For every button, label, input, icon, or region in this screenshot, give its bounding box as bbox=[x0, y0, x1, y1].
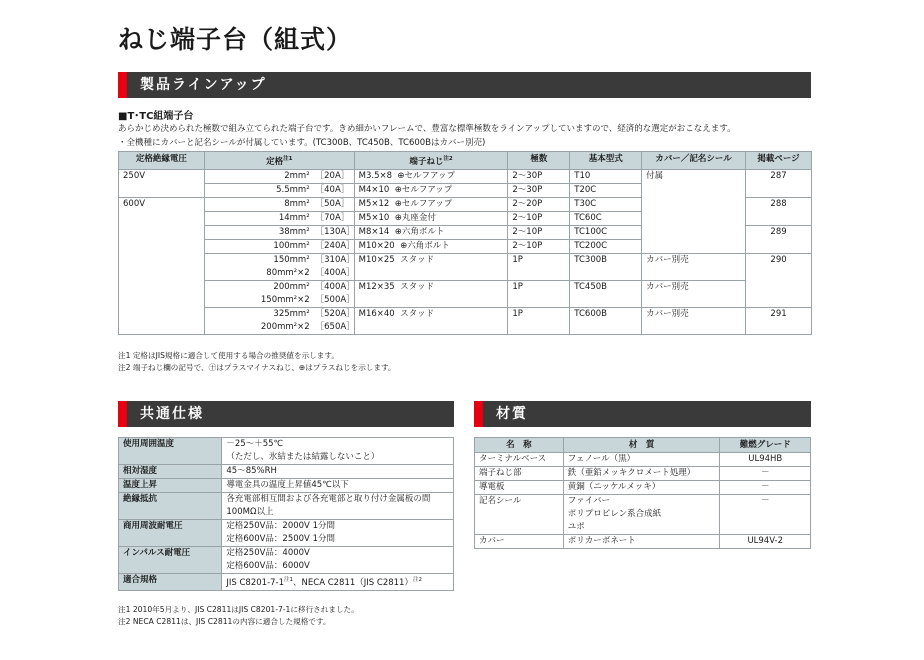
material-table bbox=[474, 437, 811, 549]
section-bar-material bbox=[474, 401, 811, 427]
page-cell: 287 bbox=[746, 169, 812, 197]
model-cell: TC450B bbox=[570, 280, 642, 307]
table-row bbox=[119, 479, 454, 493]
table-row bbox=[475, 453, 811, 467]
table-row bbox=[119, 547, 454, 574]
page-cell: 291 bbox=[746, 307, 812, 334]
material-name: ターミナルベース bbox=[475, 453, 564, 467]
rating-cell: 14mm² ［70A］ bbox=[204, 211, 354, 225]
poles-cell: 2～10P bbox=[508, 239, 570, 253]
page-cell: 289 bbox=[746, 225, 812, 253]
cover-cell bbox=[642, 211, 746, 225]
rating-cell: 8mm² ［50A］ bbox=[204, 197, 354, 211]
col-poles: 極数 bbox=[508, 152, 570, 170]
section-bar-lineup bbox=[118, 72, 811, 98]
spec-label: 適合規格 bbox=[119, 574, 222, 591]
page-cell: 288 bbox=[746, 197, 812, 225]
poles-cell: 2～10P bbox=[508, 225, 570, 239]
col-cover: カバー／記名シール bbox=[642, 152, 746, 170]
poles-cell: 2～10P bbox=[508, 211, 570, 225]
screw-cell: M4×10 ⊕セルフアップ bbox=[354, 183, 508, 197]
table-row bbox=[119, 211, 812, 225]
rating-cell: 200mm² ［400A］ 150mm²×2 ［500A］ bbox=[204, 280, 354, 307]
rating-cell: 100mm² ［240A］ bbox=[204, 239, 354, 253]
material-name: 端子ねじ部 bbox=[475, 467, 564, 481]
col-page: 掲載ページ bbox=[746, 152, 812, 170]
spec-label: 使用周囲温度 bbox=[119, 438, 222, 465]
screw-cell: M5×12 ⊕セルフアップ bbox=[354, 197, 508, 211]
spec-value: 定格250V品：2000V 1分間 定格600V品：2500V 1分間 bbox=[222, 520, 454, 547]
page-cell: 290 bbox=[746, 253, 812, 307]
table-row bbox=[119, 225, 812, 239]
section-title-material: 材質 bbox=[496, 406, 528, 422]
rating-cell: 150mm² ［310A］ 80mm²×2 ［400A］ bbox=[204, 253, 354, 280]
spec-label: 絶縁抵抗 bbox=[119, 493, 222, 520]
material-value: ファイバー ポリプロピレン系合成紙 ユポ bbox=[563, 495, 720, 535]
col-model: 基本型式 bbox=[570, 152, 642, 170]
lineup-desc-1: あらかじめ決められた極数で組み立てられた端子台です。きめ細かいフレームで、豊富な標準極数をラインアップしていますので、経済的な選定がおこなえます。 bbox=[118, 124, 736, 134]
col-screw: 端子ねじ$^{注2}$ bbox=[354, 152, 508, 170]
lineup-table bbox=[118, 151, 812, 335]
material-value: 黄銅（ニッケルメッキ） bbox=[563, 481, 720, 495]
screw-cell: M12×35 スタッド bbox=[354, 280, 508, 307]
table-row bbox=[475, 467, 811, 481]
rating-cell: 38mm² ［130A］ bbox=[204, 225, 354, 239]
spec-value: －25～＋55℃ （ただし、氷結または結露しないこと） bbox=[222, 438, 454, 465]
voltage-cell: 250V bbox=[119, 169, 205, 183]
section-accent bbox=[118, 72, 127, 98]
screw-cell: M5×10 ⊕丸座金付 bbox=[354, 211, 508, 225]
cover-cell: 付属 bbox=[642, 169, 746, 183]
spec-label: 相対湿度 bbox=[119, 465, 222, 479]
rating-cell: 2mm² ［20A］ bbox=[204, 169, 354, 183]
spec-table bbox=[118, 437, 454, 591]
screw-cell: M16×40 スタッド bbox=[354, 307, 508, 334]
table-row bbox=[119, 307, 812, 334]
spec-note-1: 注1 2010年5月より、JIS C2811はJIS C8201-7-1に移行されました。 bbox=[118, 605, 359, 614]
poles-cell: 1P bbox=[508, 253, 570, 280]
cover-cell bbox=[642, 197, 746, 211]
lineup-note-1: 注1 定格はJIS規格に適合して使用する場合の推奨値を示します。 bbox=[118, 351, 339, 360]
col-voltage: 定格絶縁電圧 bbox=[119, 152, 205, 170]
lineup-header-row bbox=[119, 152, 812, 170]
page-title: ねじ端子台（組式） bbox=[118, 25, 353, 54]
lineup-desc-2: ・全機種にカバーと記名シールが付属しています。(TC300B、TC450B、TC600Bはカバー別売) bbox=[118, 138, 486, 148]
col-name: 名 称 bbox=[475, 438, 564, 453]
table-row bbox=[119, 280, 812, 307]
spec-label: インパルス耐電圧 bbox=[119, 547, 222, 574]
material-value: 鉄（亜鉛メッキクロメート処理） bbox=[563, 467, 720, 481]
table-row bbox=[475, 481, 811, 495]
poles-cell: 1P bbox=[508, 280, 570, 307]
model-cell: TC300B bbox=[570, 253, 642, 280]
spec-value: 導電金具の温度上昇値45℃以下 bbox=[222, 479, 454, 493]
material-grade: UL94HB bbox=[720, 453, 811, 467]
table-row bbox=[475, 535, 811, 549]
rating-cell: 325mm² ［520A］ 200mm²×2 ［650A］ bbox=[204, 307, 354, 334]
material-grade: UL94V-2 bbox=[720, 535, 811, 549]
model-cell: T10 bbox=[570, 169, 642, 183]
screw-cell: M10×25 スタッド bbox=[354, 253, 508, 280]
poles-cell: 2～30P bbox=[508, 169, 570, 183]
model-cell: TC200C bbox=[570, 239, 642, 253]
spec-value: JIS C8201-7-1$^{注1}$、NECA C2811（JIS C2811）$^{注2}$ bbox=[222, 574, 454, 591]
model-cell: TC60C bbox=[570, 211, 642, 225]
screw-cell: M10×20 ⊕六角ボルト bbox=[354, 239, 508, 253]
material-grade: － bbox=[720, 467, 811, 481]
material-grade: － bbox=[720, 495, 811, 535]
table-row bbox=[119, 574, 454, 591]
cover-cell bbox=[642, 225, 746, 239]
cover-cell: カバー別売 bbox=[642, 280, 746, 307]
cover-cell bbox=[642, 239, 746, 253]
rating-note-mark: 注1 bbox=[283, 156, 293, 162]
section-accent bbox=[474, 401, 483, 427]
rating-cell: 5.5mm² ［40A］ bbox=[204, 183, 354, 197]
voltage-cell: 600V bbox=[119, 197, 205, 334]
screw-cell: M3.5×8 ⊕セルフアップ bbox=[354, 169, 508, 183]
table-row bbox=[119, 183, 812, 197]
table-row bbox=[119, 253, 812, 280]
col-material: 材 質 bbox=[563, 438, 720, 453]
section-title-spec: 共通仕様 bbox=[140, 406, 204, 422]
model-cell: TC600B bbox=[570, 307, 642, 334]
poles-cell: 2～30P bbox=[508, 183, 570, 197]
poles-cell: 2～20P bbox=[508, 197, 570, 211]
cover-cell bbox=[642, 183, 746, 197]
model-cell: T30C bbox=[570, 197, 642, 211]
col-grade: 難燃グレード bbox=[720, 438, 811, 453]
material-grade: － bbox=[720, 481, 811, 495]
table-row bbox=[475, 495, 811, 535]
spec-label: 温度上昇 bbox=[119, 479, 222, 493]
spec-note-2: 注2 NECA C2811は、JIS C2811の内容に適合した規格です。 bbox=[118, 617, 331, 626]
voltage-cell bbox=[119, 183, 205, 197]
model-cell: T20C bbox=[570, 183, 642, 197]
spec-value: 各充電部相互間および各充電部と取り付け金属板の間 100MΩ以上 bbox=[222, 493, 454, 520]
lineup-subhead: ■T･TC組端子台 bbox=[118, 111, 194, 122]
screw-note-mark: 注2 bbox=[443, 156, 453, 162]
section-accent bbox=[118, 401, 127, 427]
table-row bbox=[119, 493, 454, 520]
material-value: フェノール（黒） bbox=[563, 453, 720, 467]
table-row bbox=[119, 465, 454, 479]
material-name: カバー bbox=[475, 535, 564, 549]
section-title-lineup: 製品ラインアップ bbox=[140, 77, 267, 93]
cover-cell: カバー別売 bbox=[642, 253, 746, 280]
table-row bbox=[119, 197, 812, 211]
table-row bbox=[119, 520, 454, 547]
material-header-row bbox=[475, 438, 811, 453]
section-bar-spec bbox=[118, 401, 454, 427]
spec-label: 商用周波耐電圧 bbox=[119, 520, 222, 547]
cover-cell: カバー別売 bbox=[642, 307, 746, 334]
spec-value: 45～85%RH bbox=[222, 465, 454, 479]
table-row bbox=[119, 438, 454, 465]
table-row bbox=[119, 169, 812, 183]
table-row bbox=[119, 239, 812, 253]
material-value: ポリカーボネート bbox=[563, 535, 720, 549]
model-cell: TC100C bbox=[570, 225, 642, 239]
poles-cell: 1P bbox=[508, 307, 570, 334]
screw-cell: M8×14 ⊕六角ボルト bbox=[354, 225, 508, 239]
spec-value: 定格250V品：4000V 定格600V品：6000V bbox=[222, 547, 454, 574]
lineup-note-2: 注2 端子ねじ欄の記号で、㊉はプラスマイナスねじ、⊕はプラスねじを示します。 bbox=[118, 363, 396, 372]
material-name: 導電板 bbox=[475, 481, 564, 495]
material-name: 記名シール bbox=[475, 495, 564, 535]
col-rating: 定格$^{注1}$ bbox=[204, 152, 354, 170]
